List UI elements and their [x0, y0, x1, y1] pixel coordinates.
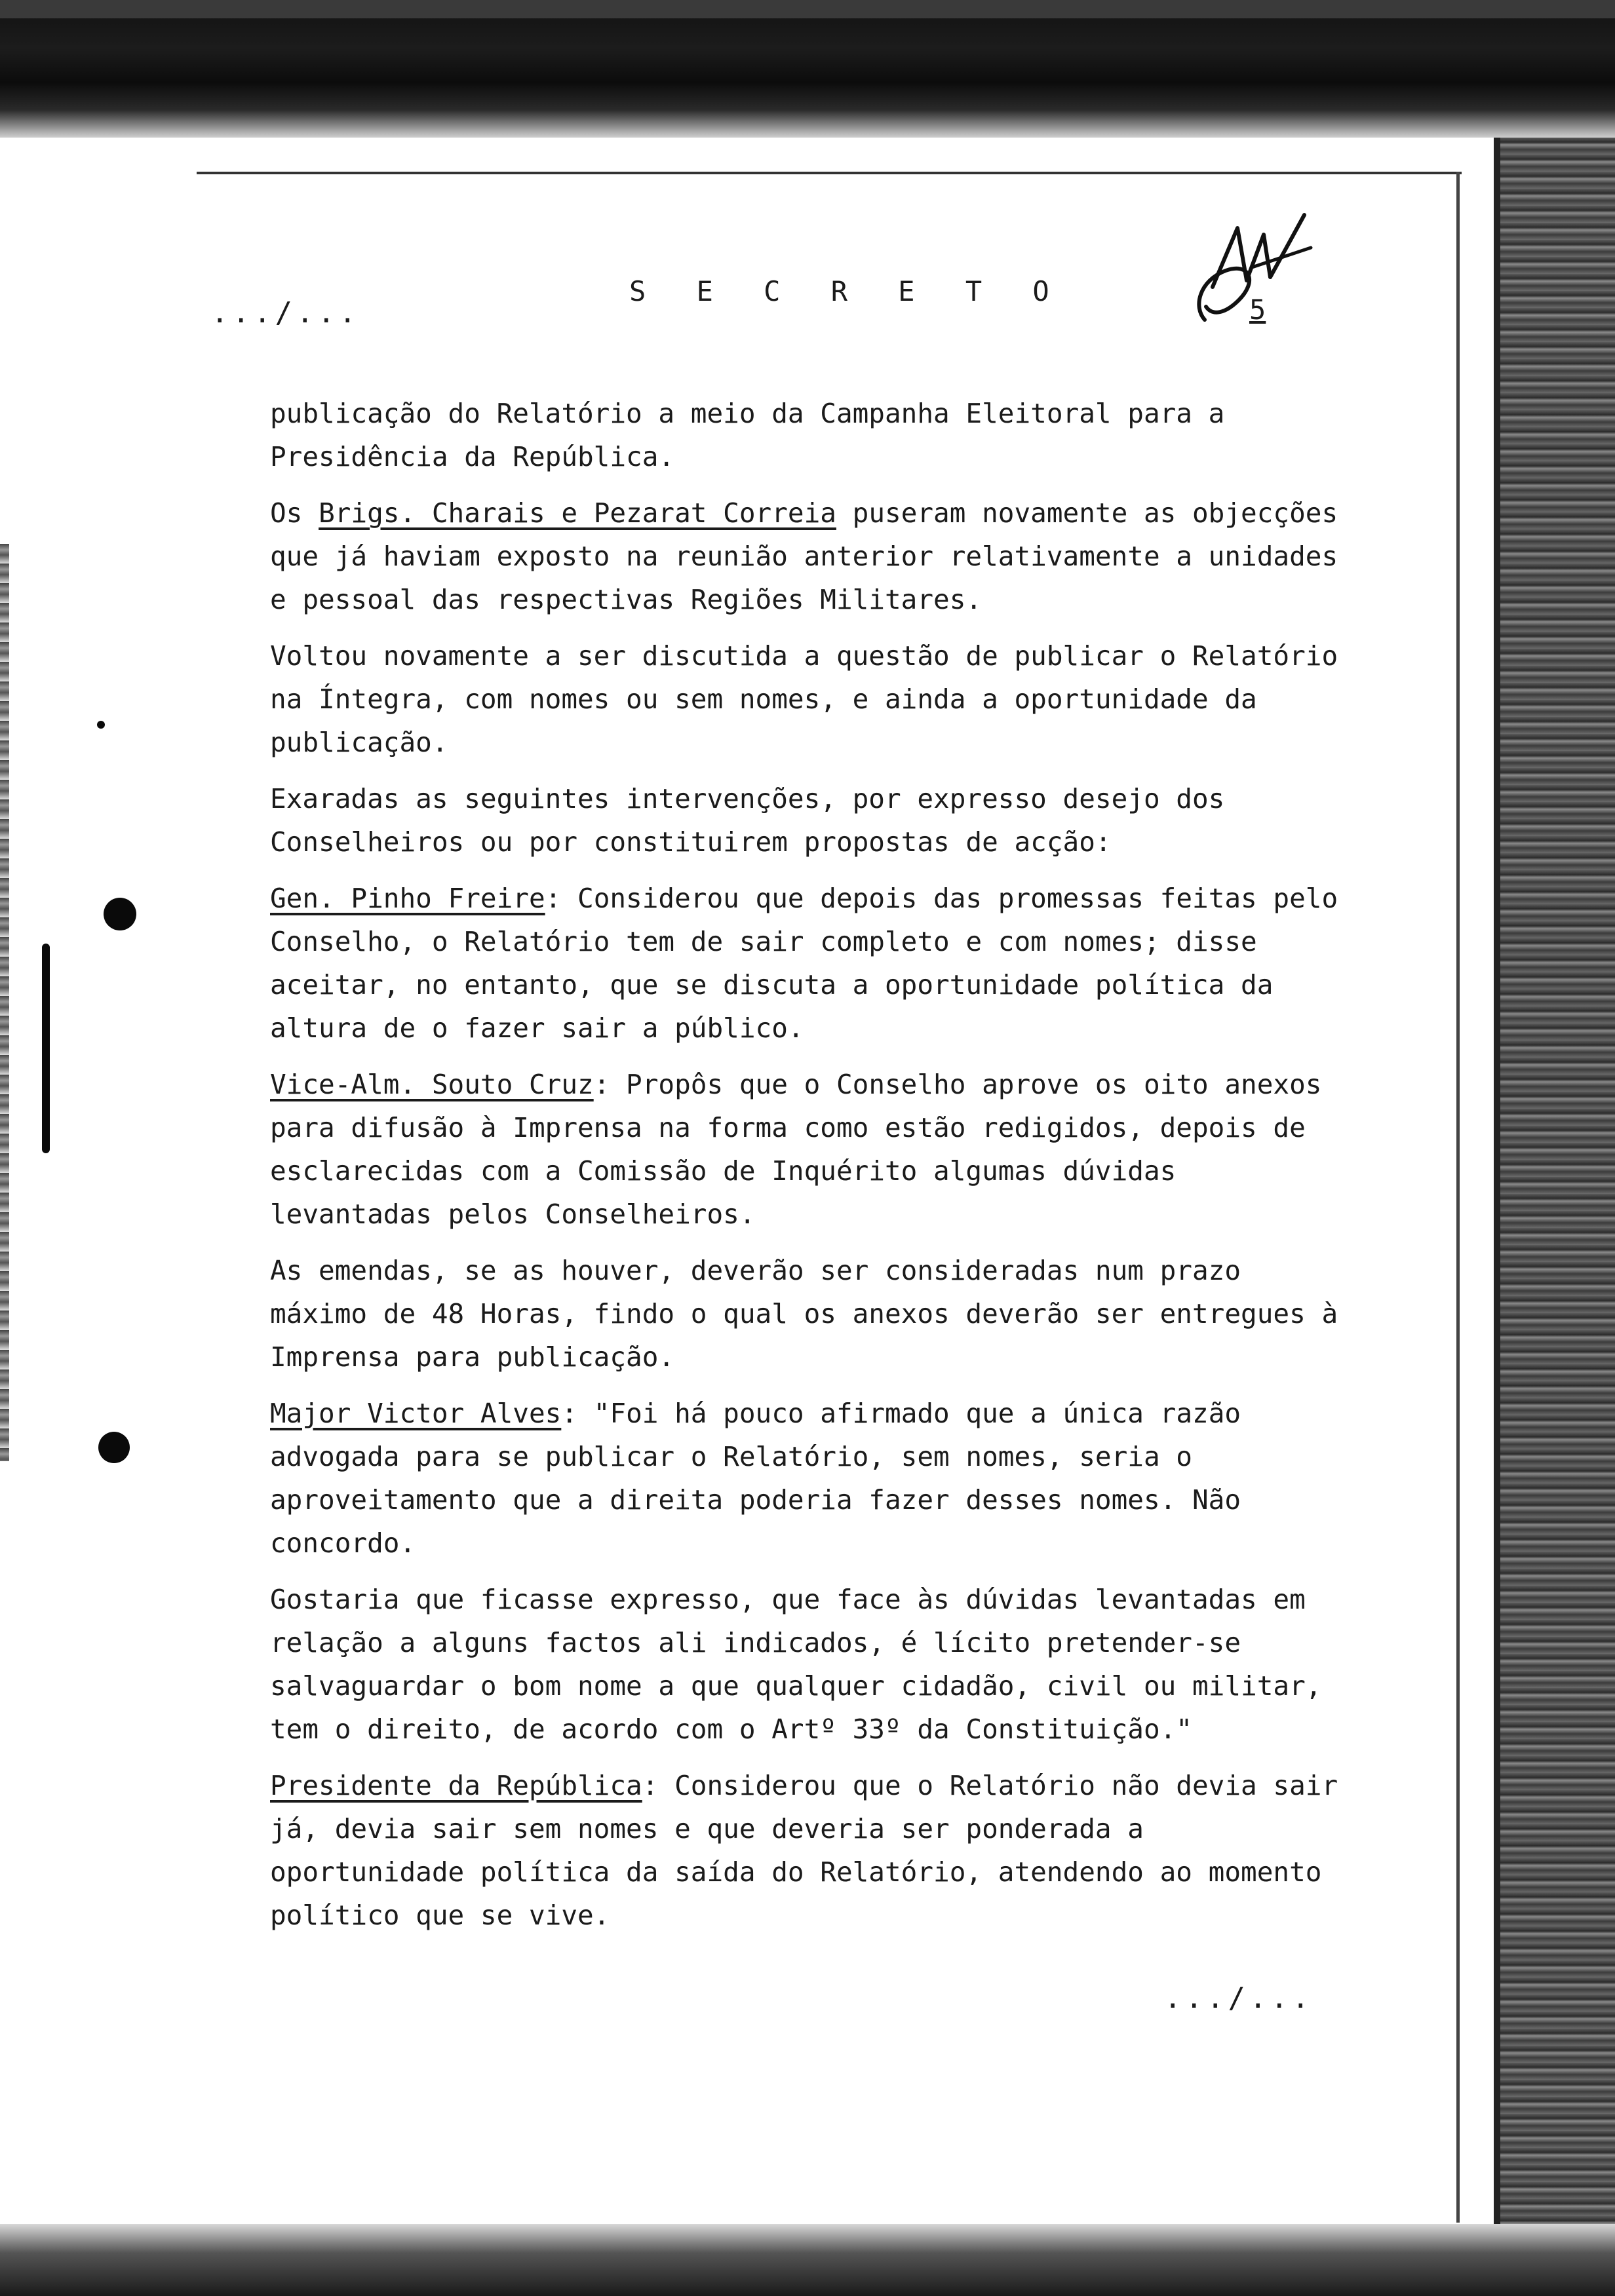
paragraph — [270, 1764, 1345, 1937]
paragraph-text: As emendas, se as houver, deverão ser consideradas num prazo máximo de 48 Horas, findo o qual os anexos deverão ser entregues à Imprensa para publicação. — [270, 1255, 1338, 1373]
page-number: 5 — [1249, 294, 1266, 326]
paragraph — [270, 1249, 1345, 1379]
paragraph-text: Exaradas as seguintes intervenções, por expresso desejo dos Conselheiros ou por constituirem propostas de acção: — [270, 783, 1225, 858]
paragraph — [270, 634, 1345, 764]
paragraph-text: : Considerou que depois das promessas feitas pelo Conselho, o Relatório tem de sair completo e com nomes; disse aceitar, no entanto, que se discuta a oportunidade política da altura de o fazer sair a público. — [270, 883, 1338, 1044]
speaker-name: Gen. Pinho Freire — [270, 883, 545, 914]
paragraph-text: : Considerou que o Relatório não devia sair já, devia sair sem nomes e que deveria ser ponderada a oportunidade política da saída do Relatório, atendendo ao momento político que se vive. — [270, 1770, 1338, 1931]
paragraph — [270, 1392, 1345, 1565]
paragraph-text: : Propôs que o Conselho aprove os oito anexos para difusão à Imprensa na forma como estão redigidos, depois de esclarecidas com a Comissão de Inquérito algumas dúvidas levantadas pelos Conselheiros. — [270, 1069, 1322, 1230]
paragraph — [270, 1578, 1345, 1751]
continuation-marker-top: .../... — [211, 296, 360, 330]
paragraph-text: Gostaria que ficasse expresso, que face às dúvidas levantadas em relação a alguns factos ali indicados, é lícito pretender-se salvaguardar o bom nome a que qualquer cidadão, civil ou militar, tem o direito, de acordo com o Artº 33º da Constituição." — [270, 1584, 1322, 1745]
paragraph-text: puseram novamente as objecções que já haviam exposto na reunião anterior relativamente a unidades e pessoal das respectivas Regiões Militares. — [270, 497, 1338, 615]
paragraph-text: publicação do Relatório a meio da Campanha Eleitoral para a Presidência da República. — [270, 398, 1225, 472]
paragraph-lead: Os — [270, 497, 319, 529]
paragraph — [270, 777, 1345, 864]
speaker-name: Major Victor Alves — [270, 1398, 562, 1429]
document-body — [270, 392, 1345, 1950]
speaker-name: Vice-Alm. Souto Cruz — [270, 1069, 594, 1100]
paragraph — [270, 392, 1345, 478]
paragraph — [270, 491, 1345, 621]
speaker-name: Brigs. Charais e Pezarat Correia — [319, 497, 836, 529]
classification-heading: S E C R E T O — [629, 275, 1066, 307]
speaker-name: Presidente da República — [270, 1770, 642, 1801]
paragraph — [270, 1063, 1345, 1236]
paragraph-text: : "Foi há pouco afirmado que a única razão advogada para se publicar o Relatório, sem nomes, seria o aproveitamento que a direita poderia fazer desses nomes. Não concordo. — [270, 1398, 1241, 1559]
paragraph-text: Voltou novamente a ser discutida a questão de publicar o Relatório na Íntegra, com nomes ou sem nomes, e ainda a oportunidade da publicação. — [270, 640, 1338, 758]
paragraph — [270, 877, 1345, 1050]
continuation-marker-bottom: .../... — [1164, 1981, 1313, 2015]
